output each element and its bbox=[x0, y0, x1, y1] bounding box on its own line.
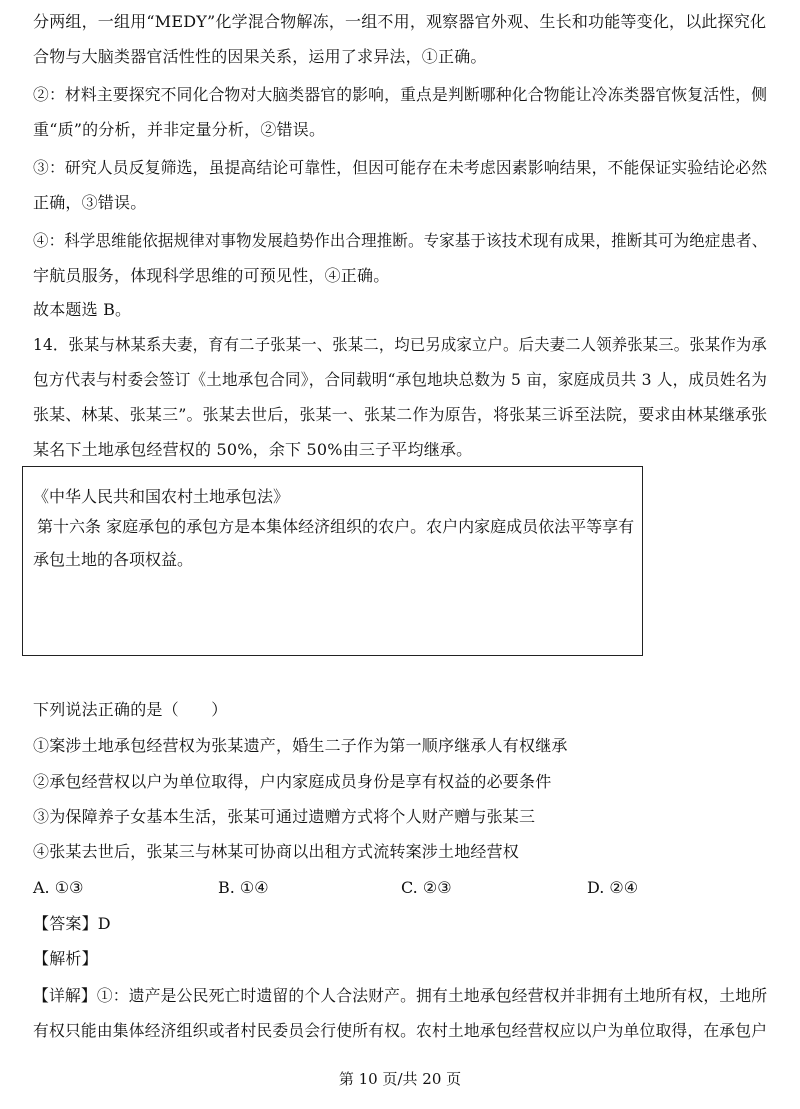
analysis-heading: 【解析】 bbox=[33, 949, 98, 968]
analysis-line: 分两组，一组用“MEDY”化学混合物解冻，一组不用，观察器官外观、生长和功能等变化，以此探究化 bbox=[33, 12, 767, 31]
question-stem-line: 包方代表与村委会签订《土地承包合同》，合同载明“承包地块总数为 5 亩，家庭成员共 3 人，成员姓名为 bbox=[33, 370, 768, 389]
statement-3: ③为保障养子女基本生活，张某可通过遗赠方式将个人财产赠与张某三 bbox=[33, 807, 536, 826]
statement-4: ④张某去世后，张某三与林某可协商以出租方式流转案涉土地经营权 bbox=[33, 842, 520, 861]
option-a: A. ①③ bbox=[33, 878, 84, 897]
analysis-conclusion: 故本题选 B。 bbox=[33, 300, 132, 319]
option-c: C. ②③ bbox=[401, 878, 452, 897]
detail-line: 有权只能由集体经济组织或者村民委员会行使所有权。农村土地承包经营权应以户为单位取得，在承包户 bbox=[33, 1021, 768, 1040]
answer-line: 【答案】D bbox=[33, 914, 111, 933]
analysis-line: ④：科学思维能依据规律对事物发展趋势作出合理推断。专家基于该技术现有成果，推断其可为绝症患者、 bbox=[33, 231, 768, 250]
detail-line: 【详解】①：遗产是公民死亡时遗留的个人合法财产。拥有土地承包经营权并非拥有土地所有权，土地所 bbox=[33, 986, 768, 1005]
question-stem-line: 14．张某与林某系夫妻，育有二子张某一、张某二，均已另成家立户。后夫妻二人领养张某三。张某作为承 bbox=[33, 335, 767, 354]
analysis-line: 重“质”的分析，并非定量分析，②错误。 bbox=[33, 120, 326, 139]
statement-2: ②承包经营权以户为单位取得，户内家庭成员身份是享有权益的必要条件 bbox=[33, 772, 552, 791]
law-title: 《中华人民共和国农村土地承包法》 bbox=[33, 487, 290, 506]
statement-1: ①案涉土地承包经营权为张某遗产，婚生二子作为第一顺序继承人有权继承 bbox=[33, 736, 568, 755]
law-article-line: 承包土地的各项权益。 bbox=[33, 550, 194, 569]
analysis-line: ②：材料主要探究不同化合物对大脑类器官的影响，重点是判断哪种化合物能让冷冻类器官恢复活性，侧 bbox=[33, 85, 768, 104]
analysis-line: 合物与大脑类器官活性性的因果关系，运用了求异法，①正确。 bbox=[33, 47, 487, 66]
law-article-line: 第十六条 家庭承包的承包方是本集体经济组织的农户。农户内家庭成员依法平等享有 bbox=[37, 517, 635, 536]
page-number: 第 10 页/共 20 页 bbox=[338, 1070, 462, 1088]
question-prompt: 下列说法正确的是（ ） bbox=[33, 700, 228, 719]
question-stem-line: 某名下土地承包经营权的 50%，余下 50%由三子平均继承。 bbox=[33, 440, 473, 459]
option-d: D. ②④ bbox=[587, 878, 639, 897]
analysis-line: 宇航员服务，体现科学思维的可预见性，④正确。 bbox=[33, 266, 390, 285]
law-excerpt-box bbox=[22, 466, 643, 656]
analysis-line: ③：研究人员反复筛选，虽提高结论可靠性，但因可能存在未考虑因素影响结果，不能保证实验结论必然 bbox=[33, 158, 768, 177]
option-b: B. ①④ bbox=[218, 878, 269, 897]
analysis-line: 正确，③错误。 bbox=[33, 193, 147, 212]
question-stem-line: 张某、林某、张某三”。张某去世后，张某一、张某二作为原告，将张某三诉至法院，要求由林某继承张 bbox=[33, 405, 768, 424]
